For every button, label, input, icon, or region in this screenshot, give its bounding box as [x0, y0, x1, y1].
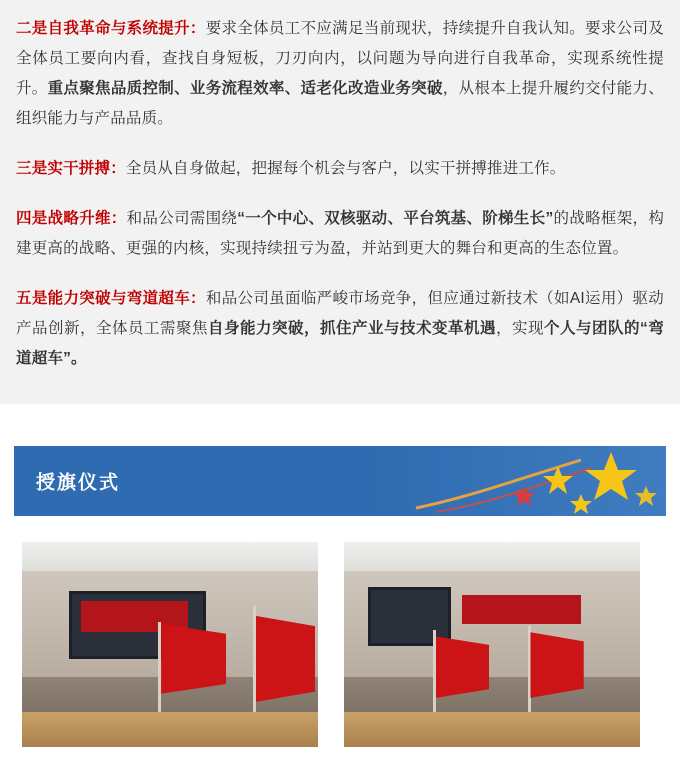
photo-gallery — [0, 516, 680, 747]
section-banner-title: 授旗仪式 — [36, 472, 121, 494]
section-banner-wrapper — [0, 446, 680, 516]
paragraph-lead: 三是实干拼搏： — [16, 160, 126, 177]
paragraph-run-bold: 自身能力突破，抓住产业与技术变革机遇 — [208, 320, 497, 337]
paragraph-run-bold: 个人与团队的“弯道超车”。 — [16, 320, 665, 367]
banner-decoration-stars-icon — [406, 446, 666, 516]
paragraph-run-bold: “一个中心、双核驱动、平台筑基、阶梯生长” — [237, 210, 554, 227]
bottom-spacer — [0, 747, 680, 775]
paragraph-run: 全员从自身做起，把握每个机会与客户，以实干拼搏推进工作。 — [125, 160, 566, 177]
photo-ceremony-right — [344, 542, 640, 747]
paragraph-run: 和品公司虽面临严峻市场竞争，但应通过新技术（如AI运用）驱动产品创新，全体员工需聚焦 — [16, 290, 664, 337]
paragraph-lead: 四是战略升维： — [16, 210, 127, 227]
paragraph — [16, 14, 664, 134]
paragraph-run: 的战略框架，构建更高的战略、更强的内核，实现持续扭亏为盈，并站到更大的舞台和更高的生态位置。 — [16, 210, 665, 257]
paragraph-run: 和品公司需围绕 — [126, 210, 238, 227]
paragraph — [16, 154, 664, 184]
photo-ceremony-left — [22, 542, 318, 747]
paragraph-run: ，从根本上提升履约交付能力、组织能力与产品品质。 — [16, 80, 664, 127]
paragraph-lead: 五是能力突破与弯道超车： — [16, 290, 206, 307]
paragraph — [16, 284, 664, 374]
paragraph — [16, 204, 664, 264]
paragraph-run: 要求全体员工不应满足当前现状，持续提升自我认知。要求公司及全体员工要向内看，查找自身短板，刀刃向内，以问题为导向进行自我革命，实现系统性提升。 — [16, 20, 664, 97]
photo-scene — [22, 542, 318, 747]
paragraph-run: ，实现 — [496, 320, 545, 337]
paragraph-run-bold: 重点聚焦品质控制、业务流程效率、适老化改造业务突破 — [47, 80, 443, 97]
paragraph-lead: 二是自我革命与系统提升： — [16, 20, 206, 37]
section-banner — [14, 446, 666, 516]
photo-scene — [344, 542, 640, 747]
